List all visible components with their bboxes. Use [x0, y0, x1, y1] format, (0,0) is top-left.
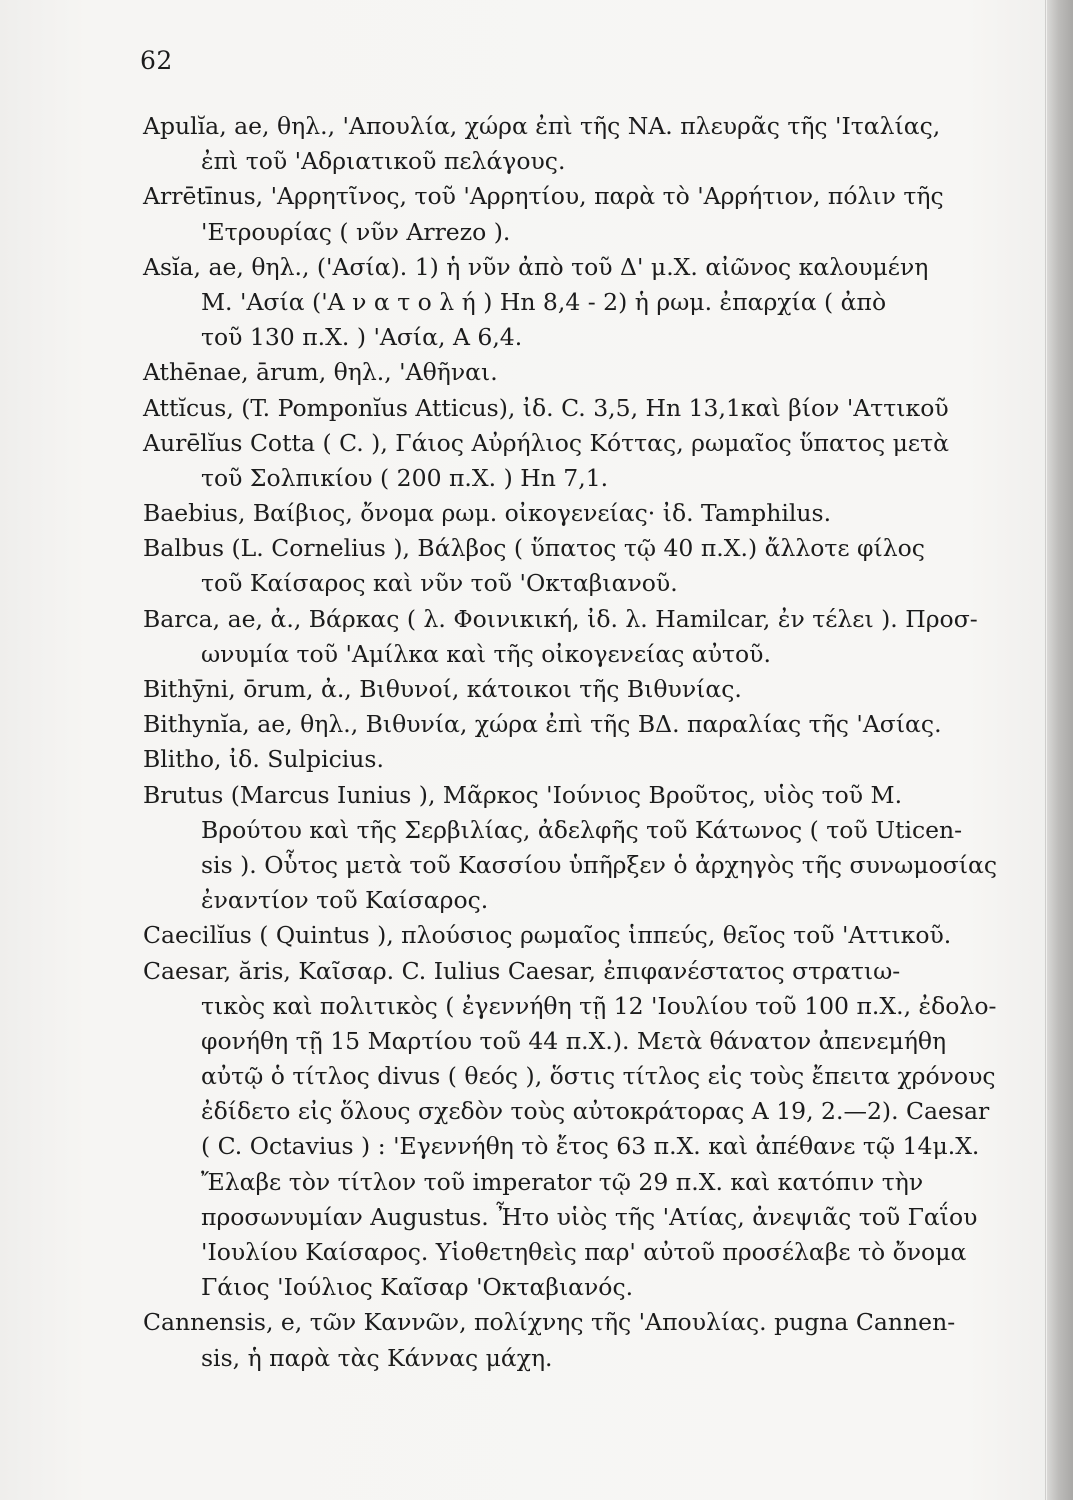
entry-continuation-line: τοῦ 130 π.Χ. ) 'Ασία, A 6,4. — [201, 323, 523, 352]
entry-headline: Blitho, ἰδ. Sulpicius. — [143, 745, 384, 774]
entry-continuation-line: φονήθη τῇ 15 Μαρτίου τοῦ 44 π.Χ.). Μετὰ θάνατον ἀπενεμήθη — [201, 1026, 947, 1055]
glossary-entry — [143, 496, 1003, 531]
glossary-entry — [143, 179, 1003, 249]
entry-headline: Arrētīnus, 'Αρρητῖνος, τοῦ 'Αρρητίου, παρὰ τὸ 'Αρρήτιον, πόλιν τῆς — [143, 182, 944, 211]
glossary-entry — [143, 250, 1003, 356]
entry-headline: Caecilĭus ( Quintus ), πλούσιος ρωμαῖος ἱππεύς, θεῖος τοῦ 'Αττικοῦ. — [143, 921, 952, 950]
entry-continuation-line: ἐπὶ τοῦ 'Αδριατικοῦ πελάγους. — [201, 147, 566, 176]
entry-headline: Bithynĭa, ae, θηλ., Βιθυνία, χώρα ἐπὶ τῆς ΒΔ. παραλίας τῆς 'Ασίας. — [143, 710, 942, 739]
glossary-entry — [143, 778, 1003, 919]
glossary-entry — [143, 426, 1003, 496]
entry-continuation-line: αὐτῷ ὁ τίτλος divus ( θεός ), ὅστις τίτλος εἰς τοὺς ἔπειτα χρόνους — [201, 1062, 996, 1091]
entry-continuation-line: sis ). Οὗτος μετὰ τοῦ Κασσίου ὑπῆρξεν ὁ ἀρχηγὸς τῆς συνωμοσίας — [201, 850, 998, 879]
glossary-entry — [143, 707, 1003, 742]
glossary-entry — [143, 742, 1003, 777]
glossary-entry — [143, 918, 1003, 953]
entry-headline: Attĭcus, (T. Pomponĭus Atticus), ἰδ. C. 3,5, Hn 13,1καὶ βίον 'Αττικοῦ — [143, 393, 949, 422]
entry-continuation-line: Μ. 'Ασία ('Α ν α τ ο λ ή ) Hn 8,4 - 2) ἡ ρωμ. ἐπαρχία ( ἀπὸ — [201, 287, 887, 316]
glossary-entry — [143, 109, 1003, 179]
entry-headline: Asĭa, ae, θηλ., ('Ασία). 1) ἡ νῦν ἀπὸ τοῦ Δ' μ.Χ. αἰῶνος καλουμένη — [143, 252, 929, 281]
glossary-entry — [143, 954, 1003, 1306]
entry-continuation-line: 'Ιουλίου Καίσαρος. Υἱοθετηθεὶς παρ' αὐτοῦ προσέλαβε τὸ ὄνομα — [201, 1238, 967, 1266]
glossary-entry — [143, 672, 1003, 707]
page-edge-shadow — [1047, 0, 1073, 1500]
entry-continuation-line: ( C. Octavius ) : 'Εγεννήθη τὸ ἔτος 63 π.Χ. καὶ ἀπέθανε τῷ 14μ.Χ. — [201, 1132, 980, 1161]
entry-continuation-line: Βρούτου καὶ τῆς Σερβιλίας, ἀδελφῆς τοῦ Κάτωνος ( τοῦ Uticen- — [201, 815, 963, 844]
entry-headline: Baebius, Βαίβιος, ὄνομα ρωμ. οἰκογενείας· ἰδ. Tamphilus. — [143, 499, 832, 528]
entry-continuation-line: τοῦ Καίσαρος καὶ νῦν τοῦ 'Οκταβιανοῦ. — [201, 569, 678, 598]
entry-headline: Apulĭa, ae, θηλ., 'Απουλία, χώρα ἐπὶ τῆς ΝΑ. πλευρᾶς τῆς 'Ιταλίας, — [143, 112, 941, 140]
entry-continuation-line: 'Ετρουρίας ( νῦν Arrezo ). — [201, 217, 511, 246]
entry-continuation-line: τικὸς καὶ πολιτικὸς ( ἐγεννήθη τῇ 12 'Ιουλίου τοῦ 100 π.Χ., ἐδολο- — [201, 991, 997, 1020]
page-number: 62 — [140, 46, 173, 75]
entry-headline: Athēnae, ārum, θηλ., 'Αθῆναι. — [143, 358, 498, 387]
entry-continuation-line: τοῦ Σολπικίου ( 200 π.Χ. ) Hn 7,1. — [201, 463, 609, 492]
entry-headline: Caesar, ăris, Καῖσαρ. C. Iulius Caesar, ἐπιφανέστατος στρατιω- — [143, 956, 901, 985]
page-edge-line — [1045, 0, 1046, 1500]
entry-continuation-line: sis, ἡ παρὰ τὰς Κάννας μάχη. — [201, 1343, 553, 1372]
entry-continuation-line: ἐναντίον τοῦ Καίσαρος. — [201, 886, 489, 915]
glossary-entries — [143, 109, 1003, 1376]
entry-headline: Bithȳni, ōrum, ἀ., Βιθυνοί, κάτοικοι τῆς Βιθυνίας. — [143, 675, 742, 703]
entry-continuation-line: ἐδίδετο εἰς ὅλους σχεδὸν τοὺς αὐτοκράτορας A 19, 2.—2). Caesar — [201, 1097, 990, 1126]
entry-headline: Brutus (Marcus Iunius ), Μᾶρκος 'Ιούνιος Βροῦτος, υἱὸς τοῦ Μ. — [143, 780, 903, 809]
glossary-entry — [143, 355, 1003, 390]
glossary-entry — [143, 531, 1003, 601]
glossary-entry — [143, 602, 1003, 672]
glossary-entry — [143, 1305, 1003, 1375]
entry-headline: Aurēlĭus Cotta ( C. ), Γάιος Αὐρήλιος Κόττας, ρωμαῖος ὕπατος μετὰ — [143, 428, 949, 457]
entry-continuation-line: Ἔλαβε τὸν τίτλον τοῦ imperator τῷ 29 π.Χ. καὶ κατόπιν τὴν — [201, 1167, 924, 1196]
entry-continuation-line: Γάιος 'Ιούλιος Καῖσαρ 'Οκταβιανός. — [201, 1273, 634, 1302]
entry-continuation-line: ωνυμία τοῦ 'Αμίλκα καὶ τῆς οἰκογενείας αὐτοῦ. — [201, 639, 771, 668]
glossary-entry — [143, 391, 1003, 426]
entry-headline: Barca, ae, ἀ., Βάρκας ( λ. Φοινικική, ἰδ. λ. Hamilcar, ἐν τέλει ). Προσ- — [143, 604, 978, 633]
entry-headline: Balbus (L. Cornelius ), Βάλβος ( ὕπατος τῷ 40 π.Χ.) ἄλλοτε φίλος — [143, 534, 925, 563]
entry-headline: Cannensis, e, τῶν Καννῶν, πολίχνης τῆς 'Απουλίας. pugna Cannen- — [143, 1308, 956, 1337]
entry-continuation-line: προσωνυμίαν Augustus. Ἦτο υἱὸς τῆς 'Ατίας, ἀνεψιᾶς τοῦ Γαΐου — [201, 1202, 978, 1231]
